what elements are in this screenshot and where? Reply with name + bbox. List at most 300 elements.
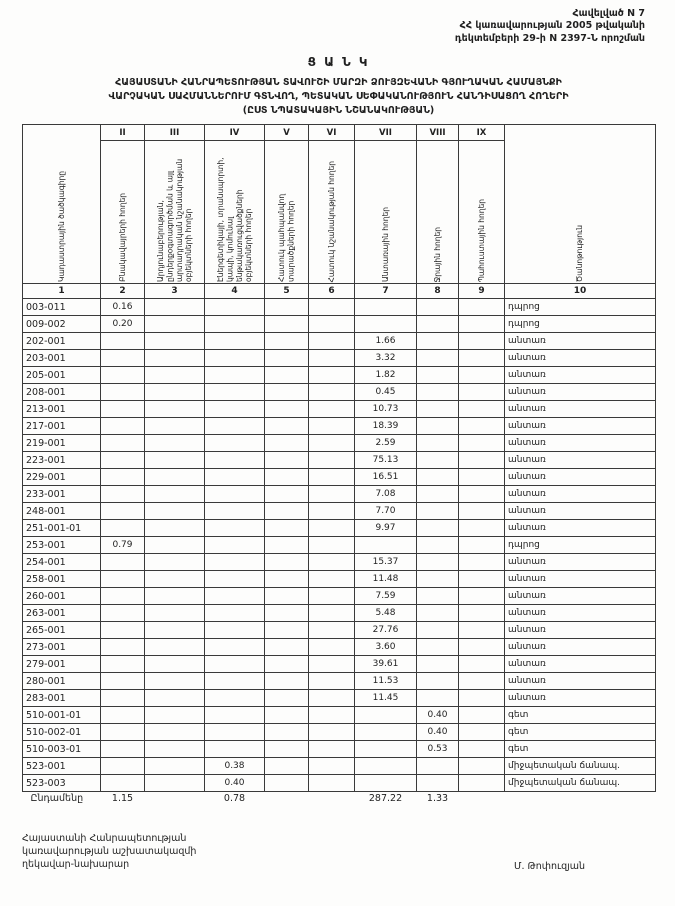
- row-value: [265, 401, 309, 418]
- row-value: [265, 605, 309, 622]
- row-code: 251-001-01: [23, 520, 101, 537]
- row-value: [459, 639, 505, 656]
- header-transport-lands: [205, 141, 265, 284]
- row-value: [417, 758, 459, 775]
- row-value: [101, 741, 145, 758]
- row-value: [101, 758, 145, 775]
- row-value: [417, 452, 459, 469]
- row-value: [265, 724, 309, 741]
- table-row: [23, 503, 656, 520]
- row-value: [417, 622, 459, 639]
- row-value: [309, 673, 355, 690]
- table-row: [23, 486, 656, 503]
- row-value: [309, 350, 355, 367]
- row-value: [265, 520, 309, 537]
- row-value: [145, 588, 205, 605]
- row-value: [265, 486, 309, 503]
- row-value: [417, 588, 459, 605]
- row-value: [265, 690, 309, 707]
- row-value: [309, 792, 355, 806]
- row-value: [417, 299, 459, 316]
- column-number: 5: [265, 284, 309, 299]
- row-value: [145, 469, 205, 486]
- row-note: անտառ: [505, 622, 656, 639]
- land-table: [22, 124, 656, 805]
- row-value: 0.79: [101, 537, 145, 554]
- row-value: [145, 775, 205, 792]
- header-forest-lands-label: Անտառային հողեր: [380, 207, 390, 283]
- header-forest-lands: [355, 141, 417, 284]
- table-row: [23, 299, 656, 316]
- header-protected-lands: [265, 141, 309, 284]
- annex-line-2: ՀՀ կառավարության 2005 թվականի: [459, 20, 645, 32]
- annex-line-3: դեկտեմբերի 29-ի N 2397-Ն որոշման: [454, 32, 645, 44]
- row-note: անտառ: [505, 350, 656, 367]
- signature-block: [22, 833, 655, 871]
- table-row: [23, 520, 656, 537]
- roman-numeral: VIII: [417, 125, 459, 141]
- roman-numeral: IX: [459, 125, 505, 141]
- row-value: [309, 724, 355, 741]
- title-line-3: (ԸՍՏ ՆՊԱՏԱԿԱՅԻՆ ՆՇԱՆԱԿՈՒԹՅԱՆ): [242, 104, 435, 116]
- row-value: [101, 452, 145, 469]
- table-row: [23, 673, 656, 690]
- official-title-line-1: Հայաստանի Հանրապետության: [22, 833, 187, 845]
- row-value: [459, 384, 505, 401]
- row-note: դպրոց: [505, 537, 656, 554]
- row-value: 0.40: [417, 707, 459, 724]
- row-value: [205, 469, 265, 486]
- row-value: [205, 707, 265, 724]
- row-value: [459, 486, 505, 503]
- row-value: [205, 316, 265, 333]
- row-note: միջպետական ճանապ.: [505, 758, 656, 775]
- row-note: անտառ: [505, 418, 656, 435]
- row-value: [205, 741, 265, 758]
- title-line-1: ՀԱՅԱՍՏԱՆԻ ՀԱՆՐԱՊԵՏՈՒԹՅԱՆ ՏԱՎՈՒՇԻ ՄԱՐԶԻ ՁՈՒՅԶԵՎԱՆԻ ԳՅՈՒՂԱԿԱՆ ՀԱՄԱՅՆՔԻ: [115, 77, 562, 89]
- row-note: անտառ: [505, 435, 656, 452]
- total-row: [23, 792, 656, 806]
- row-value: [145, 673, 205, 690]
- column-number: 6: [309, 284, 355, 299]
- row-note: անտառ: [505, 401, 656, 418]
- row-value: [459, 520, 505, 537]
- row-value: [417, 401, 459, 418]
- row-value: [309, 741, 355, 758]
- row-value: 18.39: [355, 418, 417, 435]
- row-value: [101, 384, 145, 401]
- row-value: [145, 299, 205, 316]
- roman-numeral: V: [265, 125, 309, 141]
- row-note: անտառ: [505, 605, 656, 622]
- row-value: [265, 758, 309, 775]
- row-value: [417, 367, 459, 384]
- row-value: [145, 401, 205, 418]
- column-number: 2: [101, 284, 145, 299]
- row-value: [309, 384, 355, 401]
- row-value: 0.53: [417, 741, 459, 758]
- row-code: 523-001: [23, 758, 101, 775]
- row-value: [417, 435, 459, 452]
- row-value: [101, 503, 145, 520]
- row-value: 0.40: [417, 724, 459, 741]
- row-value: [205, 673, 265, 690]
- row-value: [101, 724, 145, 741]
- row-note: անտառ: [505, 384, 656, 401]
- row-value: [417, 486, 459, 503]
- table-row: [23, 452, 656, 469]
- column-number: 10: [505, 284, 656, 299]
- row-value: 11.45: [355, 690, 417, 707]
- row-value: [355, 758, 417, 775]
- row-value: [417, 554, 459, 571]
- row-value: [459, 741, 505, 758]
- table-row: [23, 622, 656, 639]
- row-value: [309, 775, 355, 792]
- table-row: [23, 707, 656, 724]
- table-row: [23, 605, 656, 622]
- row-code: 203-001: [23, 350, 101, 367]
- row-value: 15.37: [355, 554, 417, 571]
- row-value: [265, 469, 309, 486]
- annex-line-1: Հավելված N 7: [572, 8, 645, 19]
- row-value: [459, 690, 505, 707]
- row-code: 254-001: [23, 554, 101, 571]
- row-value: [309, 758, 355, 775]
- row-value: [101, 639, 145, 656]
- row-value: [265, 503, 309, 520]
- row-value: [205, 571, 265, 588]
- row-value: [205, 622, 265, 639]
- header-cadastral-code: [23, 125, 101, 284]
- row-value: [205, 605, 265, 622]
- row-value: [265, 537, 309, 554]
- row-value: [101, 367, 145, 384]
- row-value: [309, 554, 355, 571]
- row-value: [417, 690, 459, 707]
- row-note: անտառ: [505, 452, 656, 469]
- row-value: [265, 707, 309, 724]
- row-value: [101, 775, 145, 792]
- table-row: [23, 741, 656, 758]
- table-body: [23, 299, 656, 792]
- row-value: [205, 503, 265, 520]
- row-value: [145, 690, 205, 707]
- row-value: [101, 673, 145, 690]
- roman-numeral: II: [101, 125, 145, 141]
- row-value: [205, 537, 265, 554]
- table-row: [23, 554, 656, 571]
- row-value: [145, 520, 205, 537]
- row-note: անտառ: [505, 639, 656, 656]
- row-value: [309, 367, 355, 384]
- header-reserve-lands: [459, 141, 505, 284]
- row-code: 229-001: [23, 469, 101, 486]
- row-value: 7.70: [355, 503, 417, 520]
- row-note: անտառ: [505, 554, 656, 571]
- row-value: [145, 605, 205, 622]
- row-value: 9.97: [355, 520, 417, 537]
- header-reserve-lands-label: Պահուստային հողեր: [476, 199, 486, 283]
- row-value: [459, 792, 505, 806]
- table-row: [23, 690, 656, 707]
- row-value: [309, 469, 355, 486]
- table-row: [23, 384, 656, 401]
- row-value: [459, 333, 505, 350]
- row-value: [205, 452, 265, 469]
- row-value: 0.78: [223, 793, 246, 805]
- row-value: 7.08: [355, 486, 417, 503]
- row-value: [265, 384, 309, 401]
- table-row: [23, 724, 656, 741]
- row-value: [309, 486, 355, 503]
- row-value: [309, 503, 355, 520]
- row-value: [265, 418, 309, 435]
- row-value: [309, 537, 355, 554]
- row-value: [459, 724, 505, 741]
- row-value: [145, 554, 205, 571]
- row-code: 253-001: [23, 537, 101, 554]
- row-value: [101, 622, 145, 639]
- row-value: [417, 537, 459, 554]
- row-value: [265, 588, 309, 605]
- row-value: 27.76: [355, 622, 417, 639]
- row-value: [309, 622, 355, 639]
- row-value: [101, 605, 145, 622]
- row-note: գետ: [505, 741, 656, 758]
- column-number: 8: [417, 284, 459, 299]
- row-value: [459, 571, 505, 588]
- row-code: 510-002-01: [23, 724, 101, 741]
- row-value: [205, 486, 265, 503]
- row-code: 208-001: [23, 384, 101, 401]
- column-number: 4: [205, 284, 265, 299]
- row-value: [145, 724, 205, 741]
- row-code: 219-001: [23, 435, 101, 452]
- table-row: [23, 775, 656, 792]
- header-industrial-lands: [145, 141, 205, 284]
- header-residential-lands: [101, 141, 145, 284]
- row-note: անտառ: [505, 503, 656, 520]
- header-industrial-lands-label: Արդյունաբերության, ընդերքօգտագործման և այլ արտադրական նշանակության օբյեկտների հողեր: [155, 159, 193, 283]
- annex-reference: [22, 8, 655, 45]
- row-value: [459, 418, 505, 435]
- header-special-purpose-lands-label: Հատուկ նշանակության հողեր: [326, 160, 336, 283]
- document-title: Ց Ա Ն Կ: [307, 55, 370, 70]
- row-value: [309, 690, 355, 707]
- row-code: 260-001: [23, 588, 101, 605]
- row-value: [417, 350, 459, 367]
- row-value: [265, 299, 309, 316]
- row-value: [205, 520, 265, 537]
- row-value: 2.59: [355, 435, 417, 452]
- row-value: [145, 537, 205, 554]
- row-value: [145, 350, 205, 367]
- row-value: [145, 503, 205, 520]
- row-note: անտառ: [505, 486, 656, 503]
- row-value: [101, 656, 145, 673]
- table-row: [23, 350, 656, 367]
- row-value: [309, 401, 355, 418]
- row-value: [145, 418, 205, 435]
- row-value: 3.60: [355, 639, 417, 656]
- row-value: [417, 384, 459, 401]
- row-value: [265, 571, 309, 588]
- roman-numeral: IV: [205, 125, 265, 141]
- row-value: [417, 775, 459, 792]
- column-number-row: [23, 284, 656, 299]
- row-value: [101, 333, 145, 350]
- official-title-block: [22, 833, 196, 871]
- row-note: միջպետական ճանապ.: [505, 775, 656, 792]
- row-value: [417, 656, 459, 673]
- total-label: Ընդամենը: [30, 793, 84, 805]
- row-value: [205, 435, 265, 452]
- row-value: [265, 367, 309, 384]
- row-value: [101, 520, 145, 537]
- row-code: 009-002: [23, 316, 101, 333]
- row-value: [265, 333, 309, 350]
- header-transport-lands-label: Էներգետիկայի, տրանսպորտի, կապի, կոմունալ ենթակառուցվածքների օբյեկտների հողեր: [215, 157, 253, 283]
- table-row: [23, 401, 656, 418]
- title-block: [22, 55, 655, 117]
- row-code: 202-001: [23, 333, 101, 350]
- row-value: 3.32: [355, 350, 417, 367]
- row-value: [417, 418, 459, 435]
- row-value: [205, 418, 265, 435]
- row-note: գետ: [505, 724, 656, 741]
- row-value: [417, 333, 459, 350]
- header-protected-lands-label: Հատուկ պահպանվող տարածքների հողեր: [277, 194, 296, 283]
- row-value: [145, 384, 205, 401]
- row-note: անտառ: [505, 367, 656, 384]
- row-value: [205, 384, 265, 401]
- row-value: 287.22: [368, 793, 403, 805]
- row-value: [265, 656, 309, 673]
- row-value: [145, 367, 205, 384]
- row-note: անտառ: [505, 673, 656, 690]
- row-value: [145, 486, 205, 503]
- row-value: [459, 367, 505, 384]
- row-code: 258-001: [23, 571, 101, 588]
- row-value: [309, 520, 355, 537]
- table-row: [23, 537, 656, 554]
- row-code: 217-001: [23, 418, 101, 435]
- row-value: [145, 435, 205, 452]
- row-value: [355, 724, 417, 741]
- table-row: [23, 418, 656, 435]
- row-value: [265, 775, 309, 792]
- row-value: [101, 690, 145, 707]
- row-value: [205, 656, 265, 673]
- row-code: 213-001: [23, 401, 101, 418]
- table-row: [23, 639, 656, 656]
- row-value: 1.66: [355, 333, 417, 350]
- row-value: [459, 554, 505, 571]
- row-value: [459, 673, 505, 690]
- row-code: 223-001: [23, 452, 101, 469]
- row-value: [417, 673, 459, 690]
- row-value: [417, 571, 459, 588]
- row-value: [265, 350, 309, 367]
- table-foot: [23, 792, 656, 806]
- row-value: [145, 639, 205, 656]
- row-note: [505, 792, 656, 806]
- row-value: 1.33: [426, 793, 449, 805]
- row-value: [205, 690, 265, 707]
- row-value: [205, 554, 265, 571]
- row-code: 279-001: [23, 656, 101, 673]
- row-value: [309, 316, 355, 333]
- row-value: [101, 469, 145, 486]
- table-row: [23, 316, 656, 333]
- row-note: գետ: [505, 707, 656, 724]
- row-value: [459, 605, 505, 622]
- row-note: անտառ: [505, 656, 656, 673]
- row-value: [309, 571, 355, 588]
- row-value: 1.15: [111, 793, 134, 805]
- row-value: [459, 316, 505, 333]
- roman-numeral: III: [145, 125, 205, 141]
- row-value: 0.16: [101, 299, 145, 316]
- row-value: 7.59: [355, 588, 417, 605]
- row-value: [459, 401, 505, 418]
- column-number: 3: [145, 284, 205, 299]
- row-value: [459, 452, 505, 469]
- row-value: 11.48: [355, 571, 417, 588]
- row-value: [309, 435, 355, 452]
- table-row: [23, 571, 656, 588]
- row-value: [417, 520, 459, 537]
- row-value: [355, 707, 417, 724]
- header-residential-lands-label: Բնակավայրերի հողեր: [117, 193, 127, 283]
- official-title-line-3: ղեկավար-նախարար: [22, 858, 130, 870]
- official-title-line-2: կառավարության աշխատակազմի: [22, 846, 197, 858]
- row-value: [417, 316, 459, 333]
- row-value: [265, 452, 309, 469]
- row-value: [265, 622, 309, 639]
- row-value: [101, 707, 145, 724]
- row-value: [309, 639, 355, 656]
- header-water-lands: [417, 141, 459, 284]
- row-value: [459, 469, 505, 486]
- row-value: [205, 724, 265, 741]
- row-code: 263-001: [23, 605, 101, 622]
- row-value: [417, 639, 459, 656]
- table-row: [23, 469, 656, 486]
- column-number: 7: [355, 284, 417, 299]
- row-value: [205, 401, 265, 418]
- row-note: անտառ: [505, 690, 656, 707]
- row-value: [205, 299, 265, 316]
- row-value: [145, 792, 205, 806]
- row-value: 0.40: [205, 775, 265, 792]
- row-value: [205, 333, 265, 350]
- row-value: [309, 656, 355, 673]
- row-value: [309, 707, 355, 724]
- row-value: [265, 673, 309, 690]
- row-value: [265, 792, 309, 806]
- table-row: [23, 435, 656, 452]
- row-value: [145, 758, 205, 775]
- title-line-2: ՎԱՐՉԱԿԱՆ ՍԱՀՄԱՆՆԵՐՈՒՄ ԳՏՆՎՈՂ, ՊԵՏԱԿԱՆ ՍԵՓԱԿԱՆՈՒԹՅՈՒՆ ՀԱՆԴԻՍԱՑՈՂ ՀՈՂԵՐԻ: [108, 90, 569, 102]
- header-notes: [505, 125, 656, 284]
- row-value: [459, 537, 505, 554]
- row-value: [265, 316, 309, 333]
- row-value: [459, 707, 505, 724]
- row-value: 39.61: [355, 656, 417, 673]
- row-value: [145, 333, 205, 350]
